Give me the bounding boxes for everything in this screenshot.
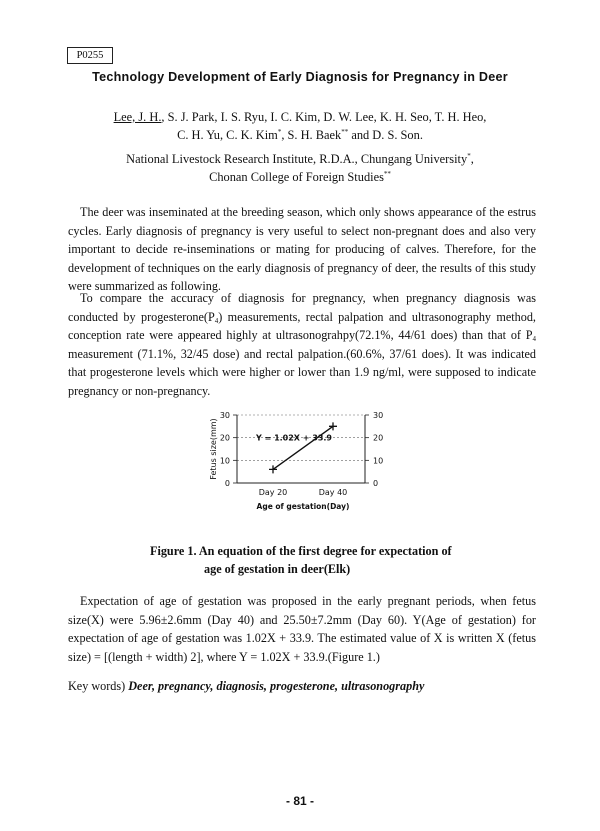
author-line-1 bbox=[0, 108, 600, 126]
x-tick-label: Day 40 bbox=[318, 488, 348, 497]
author-line-2 bbox=[0, 126, 600, 144]
p2-text-b: ) measurements, rectal palpation and ultrasonography method, conception rate were appeared highly at ultrasonograhpy(72.1%, 44/61 does) than that of P bbox=[68, 309, 536, 342]
keywords-terms: Deer, pregnancy, diagnosis, progesterone, ultrasonography bbox=[128, 679, 425, 693]
abstract-paragraph-2 bbox=[68, 289, 536, 400]
y-tick-label-right: 20 bbox=[373, 433, 384, 443]
y-tick-label: 20 bbox=[219, 433, 230, 443]
y-axis-label: Fetus size(mm) bbox=[209, 418, 218, 480]
affiliation-line-1 bbox=[0, 150, 600, 168]
p2-sub-2: 4 bbox=[532, 335, 536, 343]
authors-part-c: and D. S. Son. bbox=[348, 128, 423, 142]
gestation-chart bbox=[200, 405, 400, 515]
affil-text-1: National Livestock Research Institute, R.D.A., Chungang University bbox=[126, 152, 468, 166]
p2-text-a: To compare the accuracy of diagnosis for pregnancy, when pregnancy diagnosis was conducted by progesterone(P bbox=[68, 291, 536, 324]
affil-sup-2: ** bbox=[383, 170, 391, 178]
caption-line-1: Figure 1. An equation of the first degree for expectation of bbox=[150, 544, 452, 558]
abstract-paragraph-3 bbox=[68, 592, 536, 666]
caption-line-2: age of gestation in deer(Elk) bbox=[204, 562, 351, 576]
y-tick-label-right: 0 bbox=[373, 479, 379, 488]
chart-marks bbox=[269, 422, 337, 473]
paper-code: P0255 bbox=[67, 47, 113, 64]
p2-text-c: measurement (71.1%, 32/45 dose) and rectal palpation.(60.6%, 37/61 does). It was indicated that progesterone levels which were higher or lower than 1.9 ng/ml, were supposed to indicate pregnancy or non-pregnancy. bbox=[68, 346, 536, 398]
chart-labels bbox=[209, 411, 383, 511]
y-tick-label: 10 bbox=[219, 456, 230, 466]
authors-part-b: , S. H. Baek bbox=[281, 128, 342, 142]
authors-part-a: C. H. Yu, C. K. Kim bbox=[177, 128, 278, 142]
figure-caption bbox=[150, 542, 480, 578]
y-tick-label-right: 10 bbox=[373, 456, 384, 466]
y-tick-label-right: 30 bbox=[373, 411, 384, 420]
equation-annotation: Y = 1.02X + 33.9 bbox=[256, 433, 332, 443]
affil-comma: , bbox=[470, 152, 474, 166]
lead-author: Lee, J. H. bbox=[113, 110, 162, 124]
paper-title: Technology Development of Early Diagnosis for Pregnancy in Deer bbox=[92, 70, 508, 84]
page-number: - 81 - bbox=[285, 794, 314, 808]
keywords-label: Key words) bbox=[68, 679, 126, 693]
y-tick-label: 0 bbox=[224, 479, 230, 488]
affiliation bbox=[0, 150, 600, 186]
keywords bbox=[68, 679, 536, 694]
x-axis-label: Age of gestation(Day) bbox=[256, 502, 350, 511]
p2-sub-1: 4 bbox=[214, 316, 219, 325]
affiliation-line-2 bbox=[0, 168, 600, 186]
author-list bbox=[0, 108, 600, 144]
abstract-paragraph-1 bbox=[68, 203, 536, 296]
paragraph-1-text: The deer was inseminated at the breeding season, which only shows appearance of the estrus cycles. Early diagnosis of pregnancy is very useful to select non-pregnant does and also very important to decide re-inseminations or mating for producing of calves. Therefore, for the development of techniques on the early diagnosis of pregnancy of deer, the results of this study were summarized as following. bbox=[68, 205, 536, 293]
affil-sup-1: * bbox=[467, 152, 471, 160]
affil-mark-2: ** bbox=[341, 128, 349, 136]
affil-text-2: Chonan College of Foreign Studies bbox=[209, 170, 384, 184]
affil-mark-1: * bbox=[277, 128, 282, 136]
x-tick-label: Day 20 bbox=[258, 488, 288, 497]
authors-rest: , S. J. Park, I. S. Ryu, I. C. Kim, D. W. Lee, K. H. Seo, T. H. Heo, bbox=[161, 110, 487, 124]
y-tick-label: 30 bbox=[219, 411, 230, 420]
paragraph-3-text: Expectation of age of gestation was proposed in the early pregnant periods, when fetus size(X) were 5.96±2.6mm (Day 40) and 25.50±7.2mm (Day 60). Y(Age of gestation) for expectation of age of gestation was 1.02X + 33.9. The estimated value of X is written X (fetus size) = [(length + width) 2], where Y = 1.02X + 33.9.(Figure 1.) bbox=[68, 594, 536, 664]
